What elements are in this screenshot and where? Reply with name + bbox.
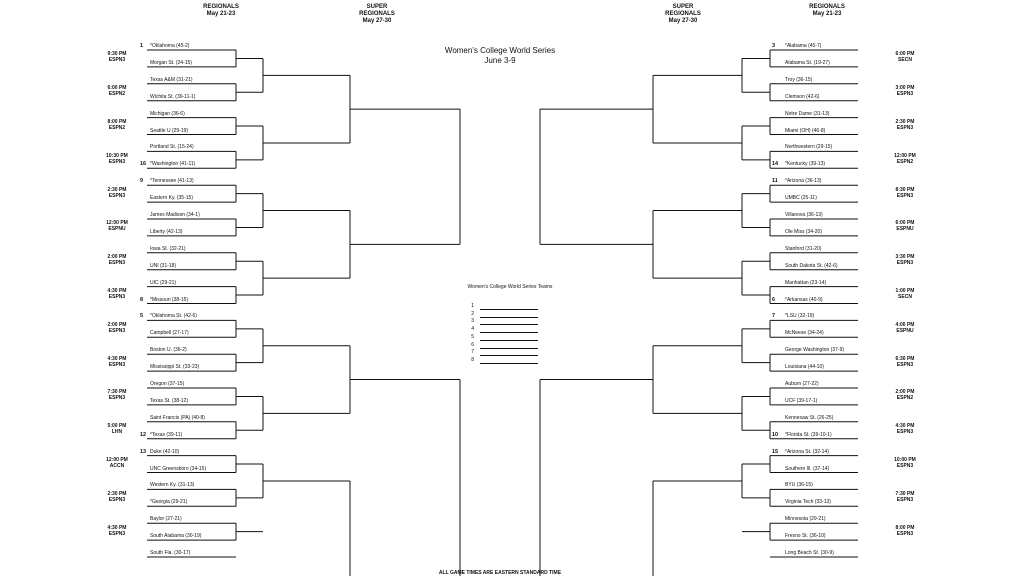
game-network: ESPN3 bbox=[108, 57, 126, 64]
wcws-team-number: 8 bbox=[471, 356, 474, 363]
game-time-slot bbox=[883, 254, 927, 266]
team-name: Auburn (27-22) bbox=[785, 381, 819, 387]
game-network: ESPN3 bbox=[108, 158, 126, 165]
game-time-slot bbox=[95, 85, 139, 97]
game-network: SECN bbox=[898, 57, 912, 64]
team-name: UCF (39-17-1) bbox=[785, 397, 818, 404]
seed-number: 11 bbox=[772, 178, 778, 185]
game-network: ESPN2 bbox=[896, 158, 914, 165]
game-time: 6:00 PM bbox=[895, 51, 915, 58]
team-name: *Washington (41-11) bbox=[150, 161, 196, 168]
wcws-team-number: 5 bbox=[471, 333, 474, 340]
game-time: 9:30 PM bbox=[107, 51, 127, 58]
game-network: ESPN3 bbox=[896, 429, 914, 436]
game-time-slot bbox=[95, 389, 139, 401]
game-network: ESPN3 bbox=[896, 463, 914, 470]
team-name: *LSU (32-19) bbox=[785, 313, 815, 320]
seed-number: 5 bbox=[140, 313, 144, 320]
game-time-slot bbox=[883, 491, 927, 503]
game-network: ESPN3 bbox=[896, 91, 914, 98]
game-time: 2:00 PM bbox=[107, 254, 127, 261]
game-network: ESPNU bbox=[896, 327, 914, 334]
game-time-slot bbox=[883, 119, 927, 131]
seed-number: 3 bbox=[772, 43, 776, 49]
seed-number: 7 bbox=[772, 313, 776, 320]
team-name: Texas A&M (31-21) bbox=[150, 76, 193, 83]
header-line: REGIONALS bbox=[809, 4, 845, 10]
header-line: May 21-23 bbox=[206, 11, 236, 17]
game-network: ESPN3 bbox=[108, 327, 126, 334]
team-name: UIC (29-21) bbox=[150, 279, 177, 286]
game-time-slot bbox=[95, 51, 139, 63]
game-time: 2:00 PM bbox=[895, 389, 915, 396]
game-network: ESPN3 bbox=[108, 496, 126, 503]
game-time-slot bbox=[95, 322, 139, 334]
game-time: 1:00 PM bbox=[895, 288, 915, 295]
team-name: Saint Francis (PA) (40-8) bbox=[150, 414, 205, 421]
game-time: 7:30 PM bbox=[895, 490, 915, 497]
game-time: 4:30 PM bbox=[107, 524, 127, 531]
header-line: REGIONALS bbox=[203, 4, 239, 10]
team-name: Kennesaw St. (26-25) bbox=[785, 414, 834, 421]
game-time-slot bbox=[95, 356, 139, 368]
team-name: Troy (36-15) bbox=[785, 76, 813, 83]
team-name: Stanford (31-20) bbox=[785, 245, 822, 252]
team-name: Wichita St. (39-11-1) bbox=[150, 93, 196, 100]
game-time: 12:00 PM bbox=[106, 457, 128, 464]
game-time-slot bbox=[95, 288, 139, 300]
game-time: 10:00 PM bbox=[894, 457, 916, 464]
team-name: Clemson (42-6) bbox=[785, 93, 820, 100]
team-name: Liberty (42-13) bbox=[150, 228, 183, 235]
team-name: *Tennessee (41-13) bbox=[150, 178, 194, 185]
team-name: Villanova (36-13) bbox=[785, 212, 823, 218]
seed-number: 1 bbox=[140, 43, 144, 49]
team-name: *Georgia (29-21) bbox=[150, 499, 188, 506]
team-name: Miami (OH) (46-8) bbox=[785, 127, 826, 134]
game-network: ESPN3 bbox=[896, 496, 914, 503]
seed-number: 12 bbox=[140, 431, 147, 438]
team-name: Boston U. (36-2) bbox=[150, 347, 187, 354]
game-time: 8:00 PM bbox=[107, 119, 127, 126]
game-time-slot bbox=[95, 525, 139, 537]
game-time-slot bbox=[883, 153, 927, 165]
team-name: *Arizona (36-13) bbox=[785, 178, 822, 185]
team-name: Campbell (27-17) bbox=[150, 330, 189, 337]
team-name: *Missouri (38-15) bbox=[150, 296, 189, 303]
game-network: ESPN2 bbox=[108, 125, 126, 132]
game-network: ESPNU bbox=[108, 226, 126, 233]
team-name: South Fla. (30-17) bbox=[150, 550, 191, 556]
wcws-team-number: 6 bbox=[471, 341, 474, 348]
game-time: 6:00 PM bbox=[107, 85, 127, 92]
team-name: George Washington (37-9) bbox=[785, 347, 845, 354]
game-time: 4:30 PM bbox=[107, 355, 127, 362]
game-time: 4:30 PM bbox=[107, 288, 127, 295]
timezone-footer: ALL GAME TIMES ARE EASTERN STANDARD TIME bbox=[438, 570, 562, 576]
game-time-slot bbox=[883, 187, 927, 199]
team-name: McNeese (34-24) bbox=[785, 330, 824, 337]
title-dates: June 3-9 bbox=[484, 56, 516, 65]
game-time-slot bbox=[95, 220, 139, 232]
game-network: ESPN3 bbox=[108, 361, 126, 368]
game-network: ESPN2 bbox=[108, 91, 126, 98]
game-time-slot bbox=[95, 423, 139, 435]
game-network: LHN bbox=[111, 429, 123, 436]
header-line: REGIONALS bbox=[359, 11, 395, 17]
game-time-slot bbox=[883, 220, 927, 232]
game-network: ESPN3 bbox=[108, 294, 126, 301]
team-name: UNC Greensboro (34-15) bbox=[150, 465, 207, 472]
game-time: 4:30 PM bbox=[895, 423, 915, 430]
team-name: Fresno St. (36-10) bbox=[785, 533, 826, 540]
team-name: Morgan St. (24-15) bbox=[150, 59, 192, 66]
team-name: *Arkansas (40-9) bbox=[785, 296, 823, 303]
game-time-slot bbox=[95, 153, 139, 165]
game-network: ESPN3 bbox=[896, 260, 914, 267]
seed-number: 9 bbox=[140, 178, 144, 185]
seed-number: 10 bbox=[772, 431, 779, 438]
seed-number: 14 bbox=[772, 161, 779, 168]
team-name: UNI (31-18) bbox=[150, 262, 177, 269]
game-time-slot bbox=[95, 187, 139, 199]
game-time: 2:30 PM bbox=[107, 490, 127, 497]
game-network: ACCN bbox=[109, 463, 125, 470]
game-network: ESPN3 bbox=[108, 260, 126, 267]
team-name: *Oklahoma St. (42-6) bbox=[150, 313, 197, 320]
game-time-slot bbox=[883, 423, 927, 435]
team-name: Long Beach St. (30-9) bbox=[785, 550, 834, 556]
team-name: Manhattan (23-14) bbox=[785, 279, 827, 286]
game-time: 3:30 PM bbox=[895, 254, 915, 261]
game-time: 12:00 PM bbox=[894, 152, 916, 159]
team-name: Virginia Tech (33-13) bbox=[785, 499, 831, 506]
team-name: Notre Dame (31-13) bbox=[785, 110, 830, 117]
game-time-slot bbox=[95, 491, 139, 503]
game-time-slot bbox=[883, 322, 927, 334]
team-name: Seattle U (29-19) bbox=[150, 127, 189, 134]
header-line: SUPER bbox=[366, 4, 388, 10]
team-name: Texas St. (38-12) bbox=[150, 397, 189, 404]
team-name: Eastern Ky. (35-15) bbox=[150, 195, 193, 202]
team-name: Oregon (37-15) bbox=[150, 381, 185, 387]
game-network: SECN bbox=[898, 294, 912, 301]
wcws-team-number: 1 bbox=[471, 303, 474, 309]
game-time-slot bbox=[883, 85, 927, 97]
seed-number: 6 bbox=[772, 296, 776, 303]
team-name: Southern Ill. (37-14) bbox=[785, 465, 830, 472]
team-name: Louisiana (44-10) bbox=[785, 364, 824, 371]
team-name: *Oklahoma (45-2) bbox=[150, 43, 190, 49]
seed-number: 13 bbox=[140, 448, 147, 455]
wcws-team-blank bbox=[480, 363, 538, 364]
header-line: REGIONALS bbox=[665, 11, 701, 17]
game-network: ESPN3 bbox=[108, 530, 126, 537]
game-time: 8:00 PM bbox=[895, 524, 915, 531]
team-name: Duke (42-10) bbox=[150, 448, 180, 455]
game-network: ESPNU bbox=[896, 226, 914, 233]
team-name: South Alabama (30-19) bbox=[150, 533, 202, 540]
game-time-slot bbox=[883, 288, 927, 300]
game-time: 3:00 PM bbox=[895, 85, 915, 92]
seed-number: 8 bbox=[140, 296, 144, 303]
wcws-team-number: 2 bbox=[471, 310, 474, 317]
game-time-slot bbox=[883, 457, 927, 469]
team-name: UMBC (25-11) bbox=[785, 195, 817, 202]
game-time: 7:30 PM bbox=[107, 389, 127, 396]
team-name: Iowa St. (32-21) bbox=[150, 245, 186, 252]
game-network: ESPN3 bbox=[108, 192, 126, 199]
game-time-slot bbox=[95, 254, 139, 266]
game-time: 12:00 PM bbox=[106, 220, 128, 227]
team-name: Minnesota (29-21) bbox=[785, 516, 826, 523]
game-time-slot bbox=[883, 525, 927, 537]
game-time: 5:00 PM bbox=[107, 423, 127, 430]
wcws-team-number: 3 bbox=[471, 318, 474, 325]
game-network: ESPN3 bbox=[896, 361, 914, 368]
header-line: May 27-30 bbox=[668, 18, 698, 24]
wcws-teams-label: Women's College World Series Teams bbox=[467, 284, 553, 290]
team-name: *Texas (39-11) bbox=[150, 431, 183, 438]
team-name: BYU (36-15) bbox=[785, 482, 813, 489]
team-name: Mississippi St. (33-23) bbox=[150, 364, 200, 371]
game-time-slot bbox=[883, 356, 927, 368]
team-name: Baylor (27-21) bbox=[150, 516, 182, 523]
game-time: 4:00 PM bbox=[895, 321, 915, 328]
team-name: *Florida St. (39-10-1) bbox=[785, 431, 832, 438]
header-line: SUPER bbox=[672, 4, 694, 10]
game-network: ESPN3 bbox=[896, 530, 914, 537]
header-line: May 27-30 bbox=[362, 18, 392, 24]
title-line: Women's College World Series bbox=[444, 46, 556, 55]
game-time-slot bbox=[95, 119, 139, 131]
game-time-slot bbox=[883, 389, 927, 401]
game-network: ESPN3 bbox=[896, 125, 914, 132]
game-network: ESPN3 bbox=[108, 395, 126, 402]
team-name: *Kentucky (39-13) bbox=[785, 161, 826, 168]
wcws-team-number: 7 bbox=[471, 349, 474, 356]
game-time: 6:00 PM bbox=[895, 220, 915, 227]
game-time: 2:00 PM bbox=[107, 321, 127, 328]
team-name: Northwestern (29-15) bbox=[785, 144, 833, 151]
wcws-team-row bbox=[466, 357, 546, 365]
game-time-slot bbox=[883, 51, 927, 63]
team-name: South Dakota St. (42-6) bbox=[785, 262, 838, 269]
team-name: Ole Miss (34-20) bbox=[785, 228, 822, 235]
seed-number: 16 bbox=[140, 161, 147, 168]
game-time: 2:30 PM bbox=[107, 186, 127, 193]
team-name: Michigan (36-6) bbox=[150, 110, 185, 117]
seed-number: 15 bbox=[772, 448, 779, 455]
team-name: *Alabama (45-7) bbox=[785, 43, 822, 49]
team-name: Western Ky. (31-13) bbox=[150, 482, 195, 489]
game-network: ESPN3 bbox=[896, 192, 914, 199]
header-line: May 21-23 bbox=[812, 11, 842, 17]
team-name: Portland St. (15-24) bbox=[150, 144, 194, 151]
game-time-slot bbox=[95, 457, 139, 469]
team-name: *Arizona St. (32-14) bbox=[785, 448, 829, 455]
game-network: ESPN2 bbox=[896, 395, 914, 402]
game-time: 6:30 PM bbox=[895, 355, 915, 362]
team-name: James Madison (34-1) bbox=[150, 212, 200, 218]
game-time: 8:30 PM bbox=[895, 186, 915, 193]
game-time: 10:30 PM bbox=[106, 152, 128, 159]
game-time: 2:30 PM bbox=[895, 119, 915, 126]
wcws-team-number: 4 bbox=[471, 326, 474, 333]
team-name: Alabama St. (19-27) bbox=[785, 59, 830, 66]
